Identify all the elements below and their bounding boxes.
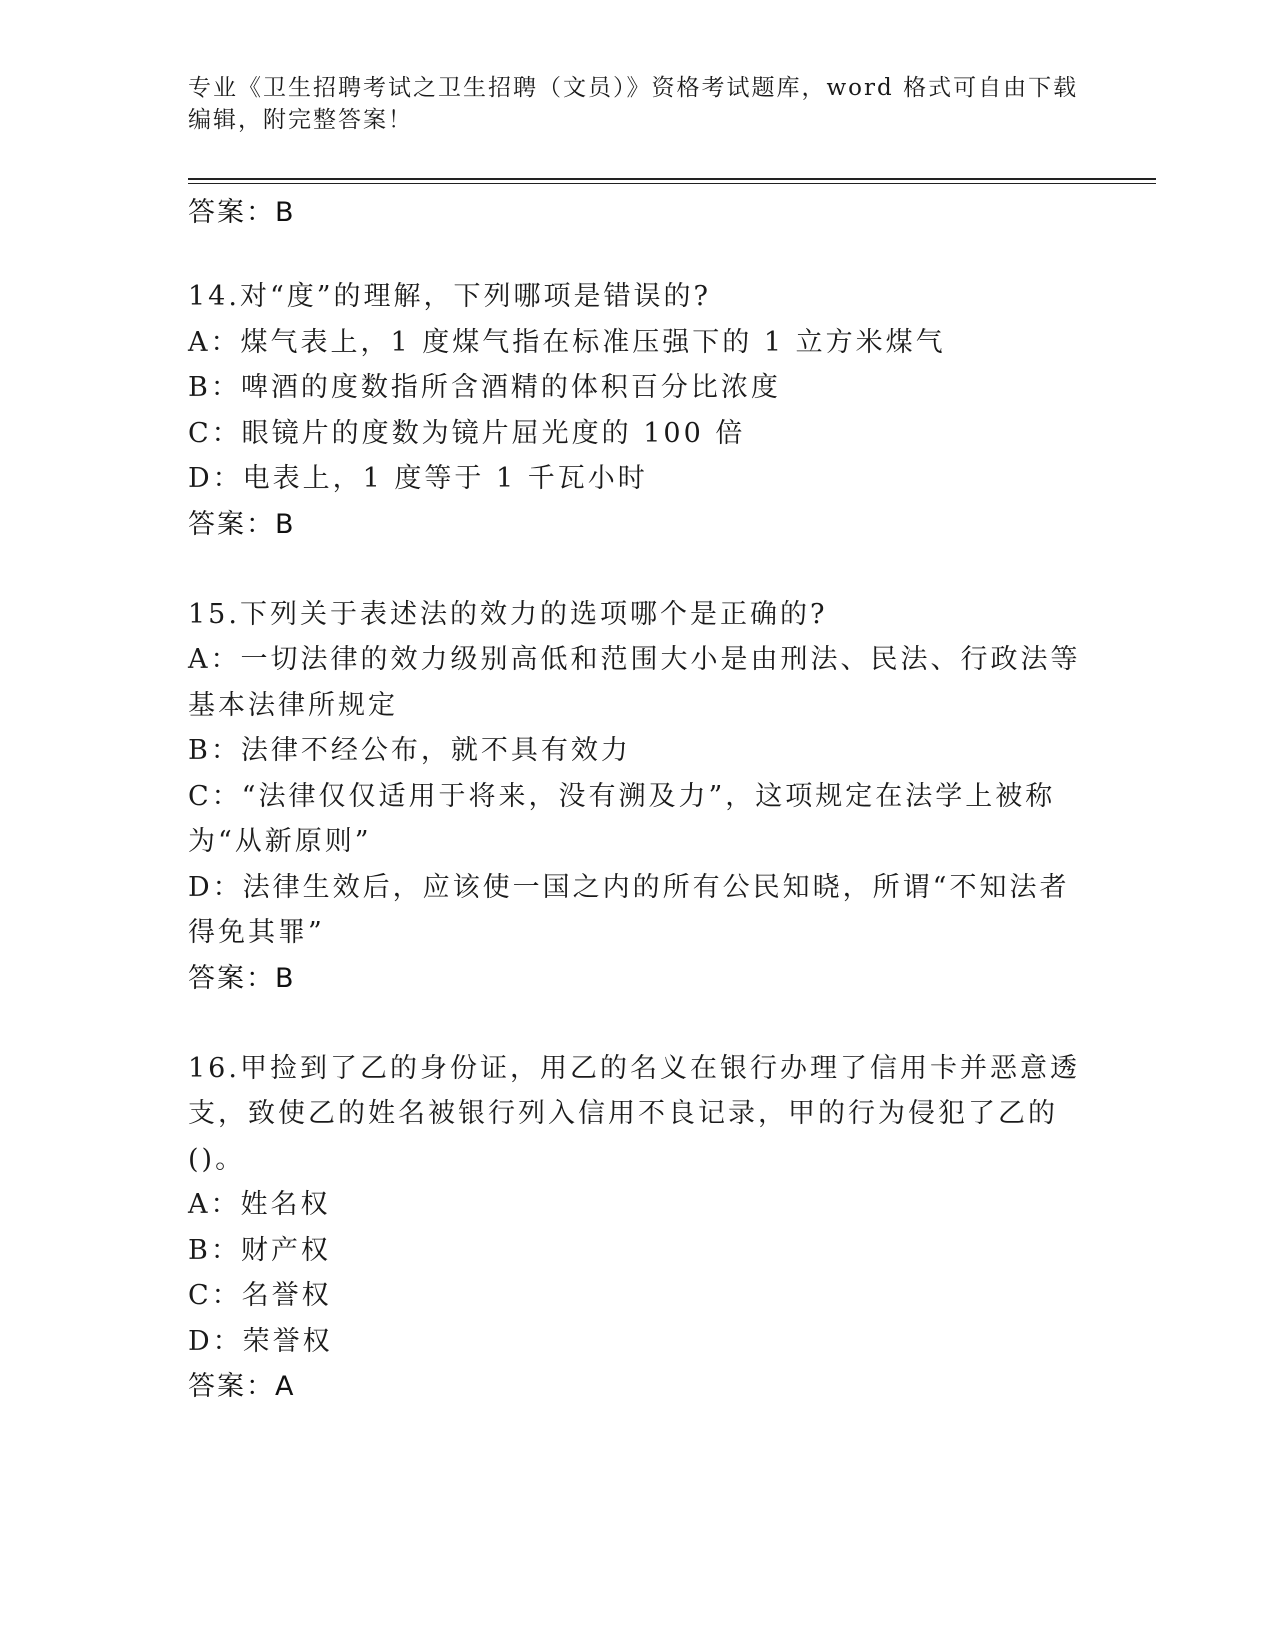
question-list — [188, 190, 1088, 1410]
previous-answer: 答案：B — [188, 197, 296, 228]
question-stem: 15.下列关于表述法的效力的选项哪个是正确的? — [188, 598, 828, 630]
answer: 答案：B — [188, 508, 296, 540]
option-c: C：“法律仅仅适用于将来，没有溯及力”，这项规定在法学上被称为“从新原则” — [188, 780, 1056, 857]
question-15 — [188, 592, 1088, 1002]
option-d: D：荣誉权 — [188, 1325, 333, 1357]
option-a: A：一切法律的效力级别高低和范围大小是由刑法、民法、行政法等基本法律所规定 — [188, 644, 1081, 721]
option-d: D：电表上，1 度等于 1 千瓦小时 — [188, 463, 648, 494]
header-rule-thin — [188, 183, 1156, 184]
option-a: A：煤气表上，1 度煤气指在标准压强下的 1 立方米煤气 — [188, 326, 946, 358]
header-rule-thick — [188, 178, 1156, 180]
question-16 — [188, 1046, 1088, 1411]
option-a: A：姓名权 — [188, 1189, 331, 1220]
question-stem: 14.对“度”的理解，下列哪项是错误的? — [188, 281, 712, 312]
document-header — [188, 72, 1088, 136]
spacer — [188, 236, 1088, 274]
question-14 — [188, 274, 1088, 548]
answer: 答案：B — [188, 962, 296, 994]
option-c: C：名誉权 — [188, 1280, 332, 1311]
option-c: C：眼镜片的度数为镜片屈光度的 100 倍 — [188, 417, 746, 449]
answer: 答案：A — [188, 1371, 296, 1402]
spacer — [188, 548, 1088, 592]
header-line-2: 编辑，附完整答案！ — [188, 107, 413, 133]
option-b: B：财产权 — [188, 1234, 331, 1266]
option-d: D：法律生效后，应该使一国之内的所有公民知晓，所谓“不知法者得免其罪” — [188, 871, 1070, 948]
option-b: B：啤酒的度数指所含酒精的体积百分比浓度 — [188, 372, 781, 403]
header-line-1: 专业《卫生招聘考试之卫生招聘（文员）》资格考试题库，word 格式可自由下载 — [188, 75, 1079, 101]
spacer — [188, 1002, 1088, 1046]
option-b: B：法律不经公布，就不具有效力 — [188, 735, 631, 766]
question-stem: 16.甲捡到了乙的身份证，用乙的名义在银行办理了信用卡并恶意透支，致使乙的姓名被银行列入信用不良记录，甲的行为侵犯了乙的()。 — [188, 1052, 1080, 1175]
